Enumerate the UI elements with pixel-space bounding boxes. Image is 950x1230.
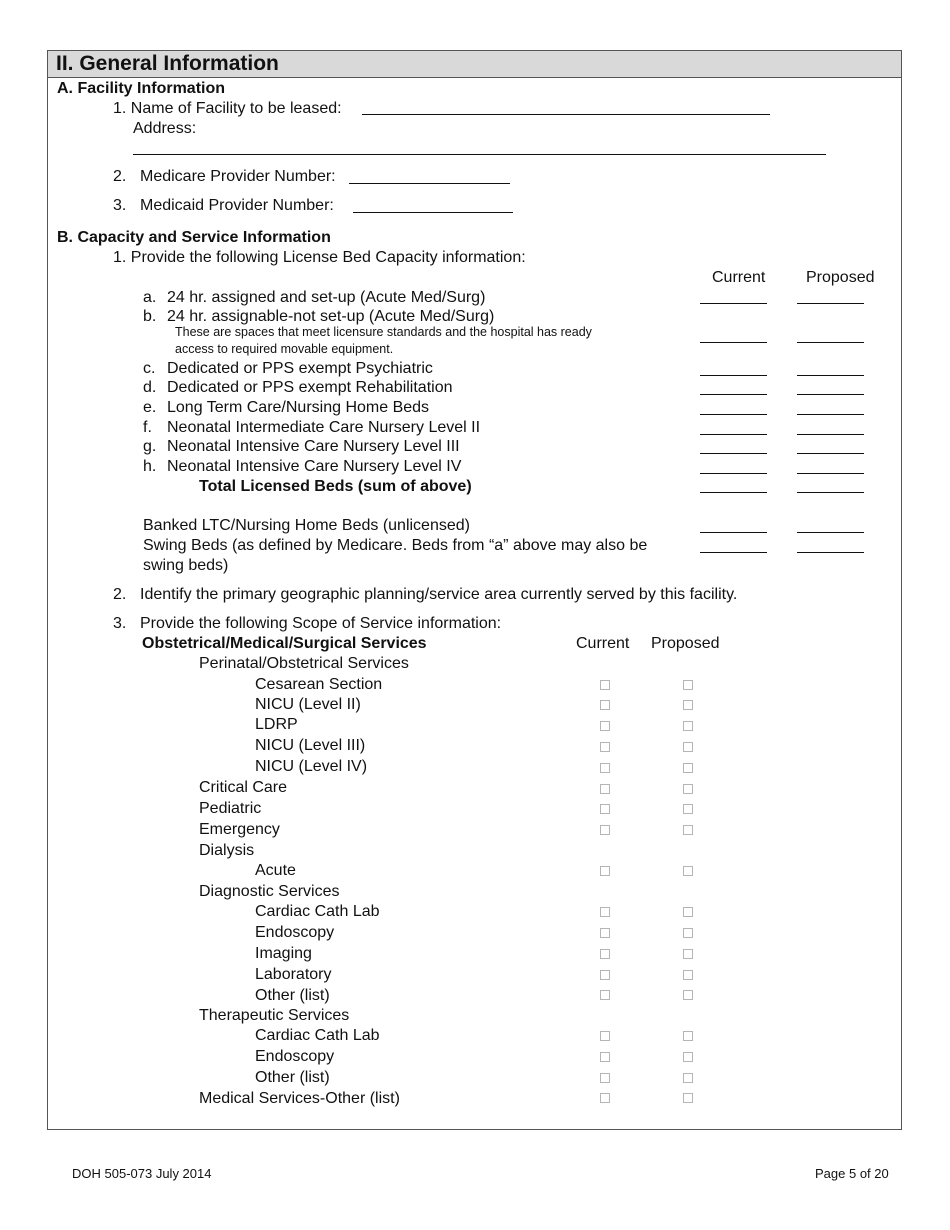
bed-proposed-field[interactable] [797, 473, 864, 474]
services-col-current: Current [576, 635, 630, 652]
swing-current-field[interactable] [700, 552, 767, 553]
service-proposed-checkbox[interactable] [683, 990, 693, 1000]
service-ldrp: LDRP [255, 716, 298, 733]
capacity-question-2-number: 2. [113, 586, 127, 603]
bed-item-label: Neonatal Intensive Care Nursery Level III [167, 438, 460, 455]
medicare-label: Medicare Provider Number: [140, 168, 336, 185]
service-current-checkbox[interactable] [600, 784, 610, 794]
service-proposed-checkbox[interactable] [683, 866, 693, 876]
service-nicu-level-2: NICU (Level II) [255, 696, 361, 713]
bed-item-letter: e. [143, 399, 157, 416]
service-proposed-checkbox[interactable] [683, 1093, 693, 1103]
address-field[interactable] [133, 154, 826, 155]
service-current-checkbox[interactable] [600, 721, 610, 731]
bed-item-letter: a. [143, 289, 157, 306]
medicaid-number: 3. [113, 197, 127, 214]
medicaid-field[interactable] [353, 212, 513, 213]
service-current-checkbox[interactable] [600, 866, 610, 876]
service-proposed-checkbox[interactable] [683, 928, 693, 938]
service-pediatric: Pediatric [199, 800, 262, 817]
bed-col-current: Current [712, 269, 766, 286]
service-current-checkbox[interactable] [600, 970, 610, 980]
service-proposed-checkbox[interactable] [683, 804, 693, 814]
service-current-checkbox[interactable] [600, 1052, 610, 1062]
capacity-question-3-number: 3. [113, 615, 127, 632]
facility-heading: A. Facility Information [57, 80, 226, 97]
bed-current-field[interactable] [700, 434, 767, 435]
service-proposed-checkbox[interactable] [683, 825, 693, 835]
service-proposed-checkbox[interactable] [683, 1073, 693, 1083]
bed-item-label: Long Term Care/Nursing Home Beds [167, 399, 430, 416]
bed-current-field[interactable] [700, 473, 767, 474]
service-therapeutic-other: Other (list) [255, 1069, 330, 1086]
service-group-dialysis: Dialysis [199, 842, 255, 859]
bed-item-b-note: access to required movable equipment. [175, 342, 394, 356]
banked-proposed-field[interactable] [797, 532, 864, 533]
service-current-checkbox[interactable] [600, 907, 610, 917]
bed-current-field[interactable] [700, 375, 767, 376]
service-diagnostic-other: Other (list) [255, 987, 330, 1004]
bed-proposed-field[interactable] [797, 303, 864, 304]
bed-item-letter: d. [143, 379, 157, 396]
bed-proposed-field[interactable] [797, 453, 864, 454]
bed-item-letter: h. [143, 458, 157, 475]
section-header [48, 51, 901, 78]
service-current-checkbox[interactable] [600, 990, 610, 1000]
medicare-number: 2. [113, 168, 127, 185]
bed-item-label: Neonatal Intensive Care Nursery Level IV [167, 458, 462, 475]
service-proposed-checkbox[interactable] [683, 1052, 693, 1062]
facility-name-field[interactable] [362, 114, 770, 115]
service-current-checkbox[interactable] [600, 1093, 610, 1103]
capacity-question-2: Identify the primary geographic planning/service area currently served by this facility. [140, 586, 738, 603]
bed-item-letter: c. [143, 360, 156, 377]
bed-proposed-field[interactable] [797, 394, 864, 395]
service-dialysis-acute: Acute [255, 862, 296, 879]
capacity-question-1: 1. Provide the following License Bed Capacity information: [113, 249, 526, 266]
footer-page-number: Page 5 of 20 [815, 1166, 889, 1181]
service-current-checkbox[interactable] [600, 763, 610, 773]
service-cesarean-section: Cesarean Section [255, 676, 383, 693]
medicaid-label: Medicaid Provider Number: [140, 197, 334, 214]
bed-item-label: 24 hr. assignable-not set-up (Acute Med/Surg) [167, 308, 495, 325]
capacity-question-3: Provide the following Scope of Service information: [140, 615, 502, 632]
service-diagnostic-imaging: Imaging [255, 945, 312, 962]
bed-item-b-note: These are spaces that meet licensure standards and the hospital has ready [175, 325, 592, 339]
service-proposed-checkbox[interactable] [683, 721, 693, 731]
total-proposed-field[interactable] [797, 492, 864, 493]
total-current-field[interactable] [700, 492, 767, 493]
service-current-checkbox[interactable] [600, 949, 610, 959]
service-critical-care: Critical Care [199, 779, 288, 796]
bed-proposed-field[interactable] [797, 434, 864, 435]
service-current-checkbox[interactable] [600, 742, 610, 752]
bed-current-field[interactable] [700, 414, 767, 415]
bed-current-field[interactable] [700, 342, 767, 343]
bed-item-label: Dedicated or PPS exempt Rehabilitation [167, 379, 453, 396]
service-current-checkbox[interactable] [600, 700, 610, 710]
footer-form-id: DOH 505-073 July 2014 [72, 1166, 212, 1181]
bed-item-label: 24 hr. assigned and set-up (Acute Med/Surg) [167, 289, 486, 306]
medicare-field[interactable] [349, 183, 510, 184]
bed-current-field[interactable] [700, 303, 767, 304]
bed-proposed-field[interactable] [797, 342, 864, 343]
address-label: Address: [133, 120, 197, 137]
swing-beds-label: swing beds) [143, 557, 229, 574]
capacity-heading: B. Capacity and Service Information [57, 229, 331, 246]
bed-item-letter: g. [143, 438, 157, 455]
service-nicu-level-3: NICU (Level III) [255, 737, 366, 754]
service-diagnostic-endoscopy: Endoscopy [255, 924, 335, 941]
section-title: II. General Information [56, 52, 279, 75]
service-current-checkbox[interactable] [600, 825, 610, 835]
service-current-checkbox[interactable] [600, 680, 610, 690]
total-beds-label: Total Licensed Beds (sum of above) [199, 478, 472, 495]
bed-item-label: Dedicated or PPS exempt Psychiatric [167, 360, 433, 377]
service-group-therapeutic: Therapeutic Services [199, 1007, 350, 1024]
bed-current-field[interactable] [700, 394, 767, 395]
bed-col-proposed: Proposed [806, 269, 875, 286]
service-proposed-checkbox[interactable] [683, 700, 693, 710]
service-proposed-checkbox[interactable] [683, 742, 693, 752]
bed-item-label: Neonatal Intermediate Care Nursery Level II [167, 419, 481, 436]
bed-current-field[interactable] [700, 453, 767, 454]
service-proposed-checkbox[interactable] [683, 1031, 693, 1041]
service-medical-other: Medical Services-Other (list) [199, 1090, 400, 1107]
service-therapeutic-endoscopy: Endoscopy [255, 1048, 335, 1065]
swing-beds-label: Swing Beds (as defined by Medicare. Beds from “a” above may also be [143, 537, 648, 554]
service-current-checkbox[interactable] [600, 928, 610, 938]
service-proposed-checkbox[interactable] [683, 949, 693, 959]
service-emergency: Emergency [199, 821, 280, 838]
service-group-perinatal: Perinatal/Obstetrical Services [199, 655, 409, 672]
banked-beds-label: Banked LTC/Nursing Home Beds (unlicensed) [143, 517, 470, 534]
service-proposed-checkbox[interactable] [683, 784, 693, 794]
services-col-proposed: Proposed [651, 635, 720, 652]
swing-proposed-field[interactable] [797, 552, 864, 553]
bed-item-letter: f. [143, 419, 152, 436]
service-therapeutic-cardiac-cath-lab: Cardiac Cath Lab [255, 1027, 380, 1044]
bed-item-letter: b. [143, 308, 157, 325]
service-proposed-checkbox[interactable] [683, 970, 693, 980]
services-heading: Obstetrical/Medical/Surgical Services [142, 635, 427, 652]
service-current-checkbox[interactable] [600, 1031, 610, 1041]
service-current-checkbox[interactable] [600, 804, 610, 814]
service-proposed-checkbox[interactable] [683, 680, 693, 690]
service-proposed-checkbox[interactable] [683, 763, 693, 773]
service-diagnostic-cardiac-cath-lab: Cardiac Cath Lab [255, 903, 380, 920]
bed-proposed-field[interactable] [797, 414, 864, 415]
service-diagnostic-laboratory: Laboratory [255, 966, 332, 983]
service-group-diagnostic: Diagnostic Services [199, 883, 340, 900]
facility-name-label: 1. Name of Facility to be leased: [113, 100, 342, 117]
banked-current-field[interactable] [700, 532, 767, 533]
service-current-checkbox[interactable] [600, 1073, 610, 1083]
service-proposed-checkbox[interactable] [683, 907, 693, 917]
bed-proposed-field[interactable] [797, 375, 864, 376]
service-nicu-level-4: NICU (Level IV) [255, 758, 368, 775]
